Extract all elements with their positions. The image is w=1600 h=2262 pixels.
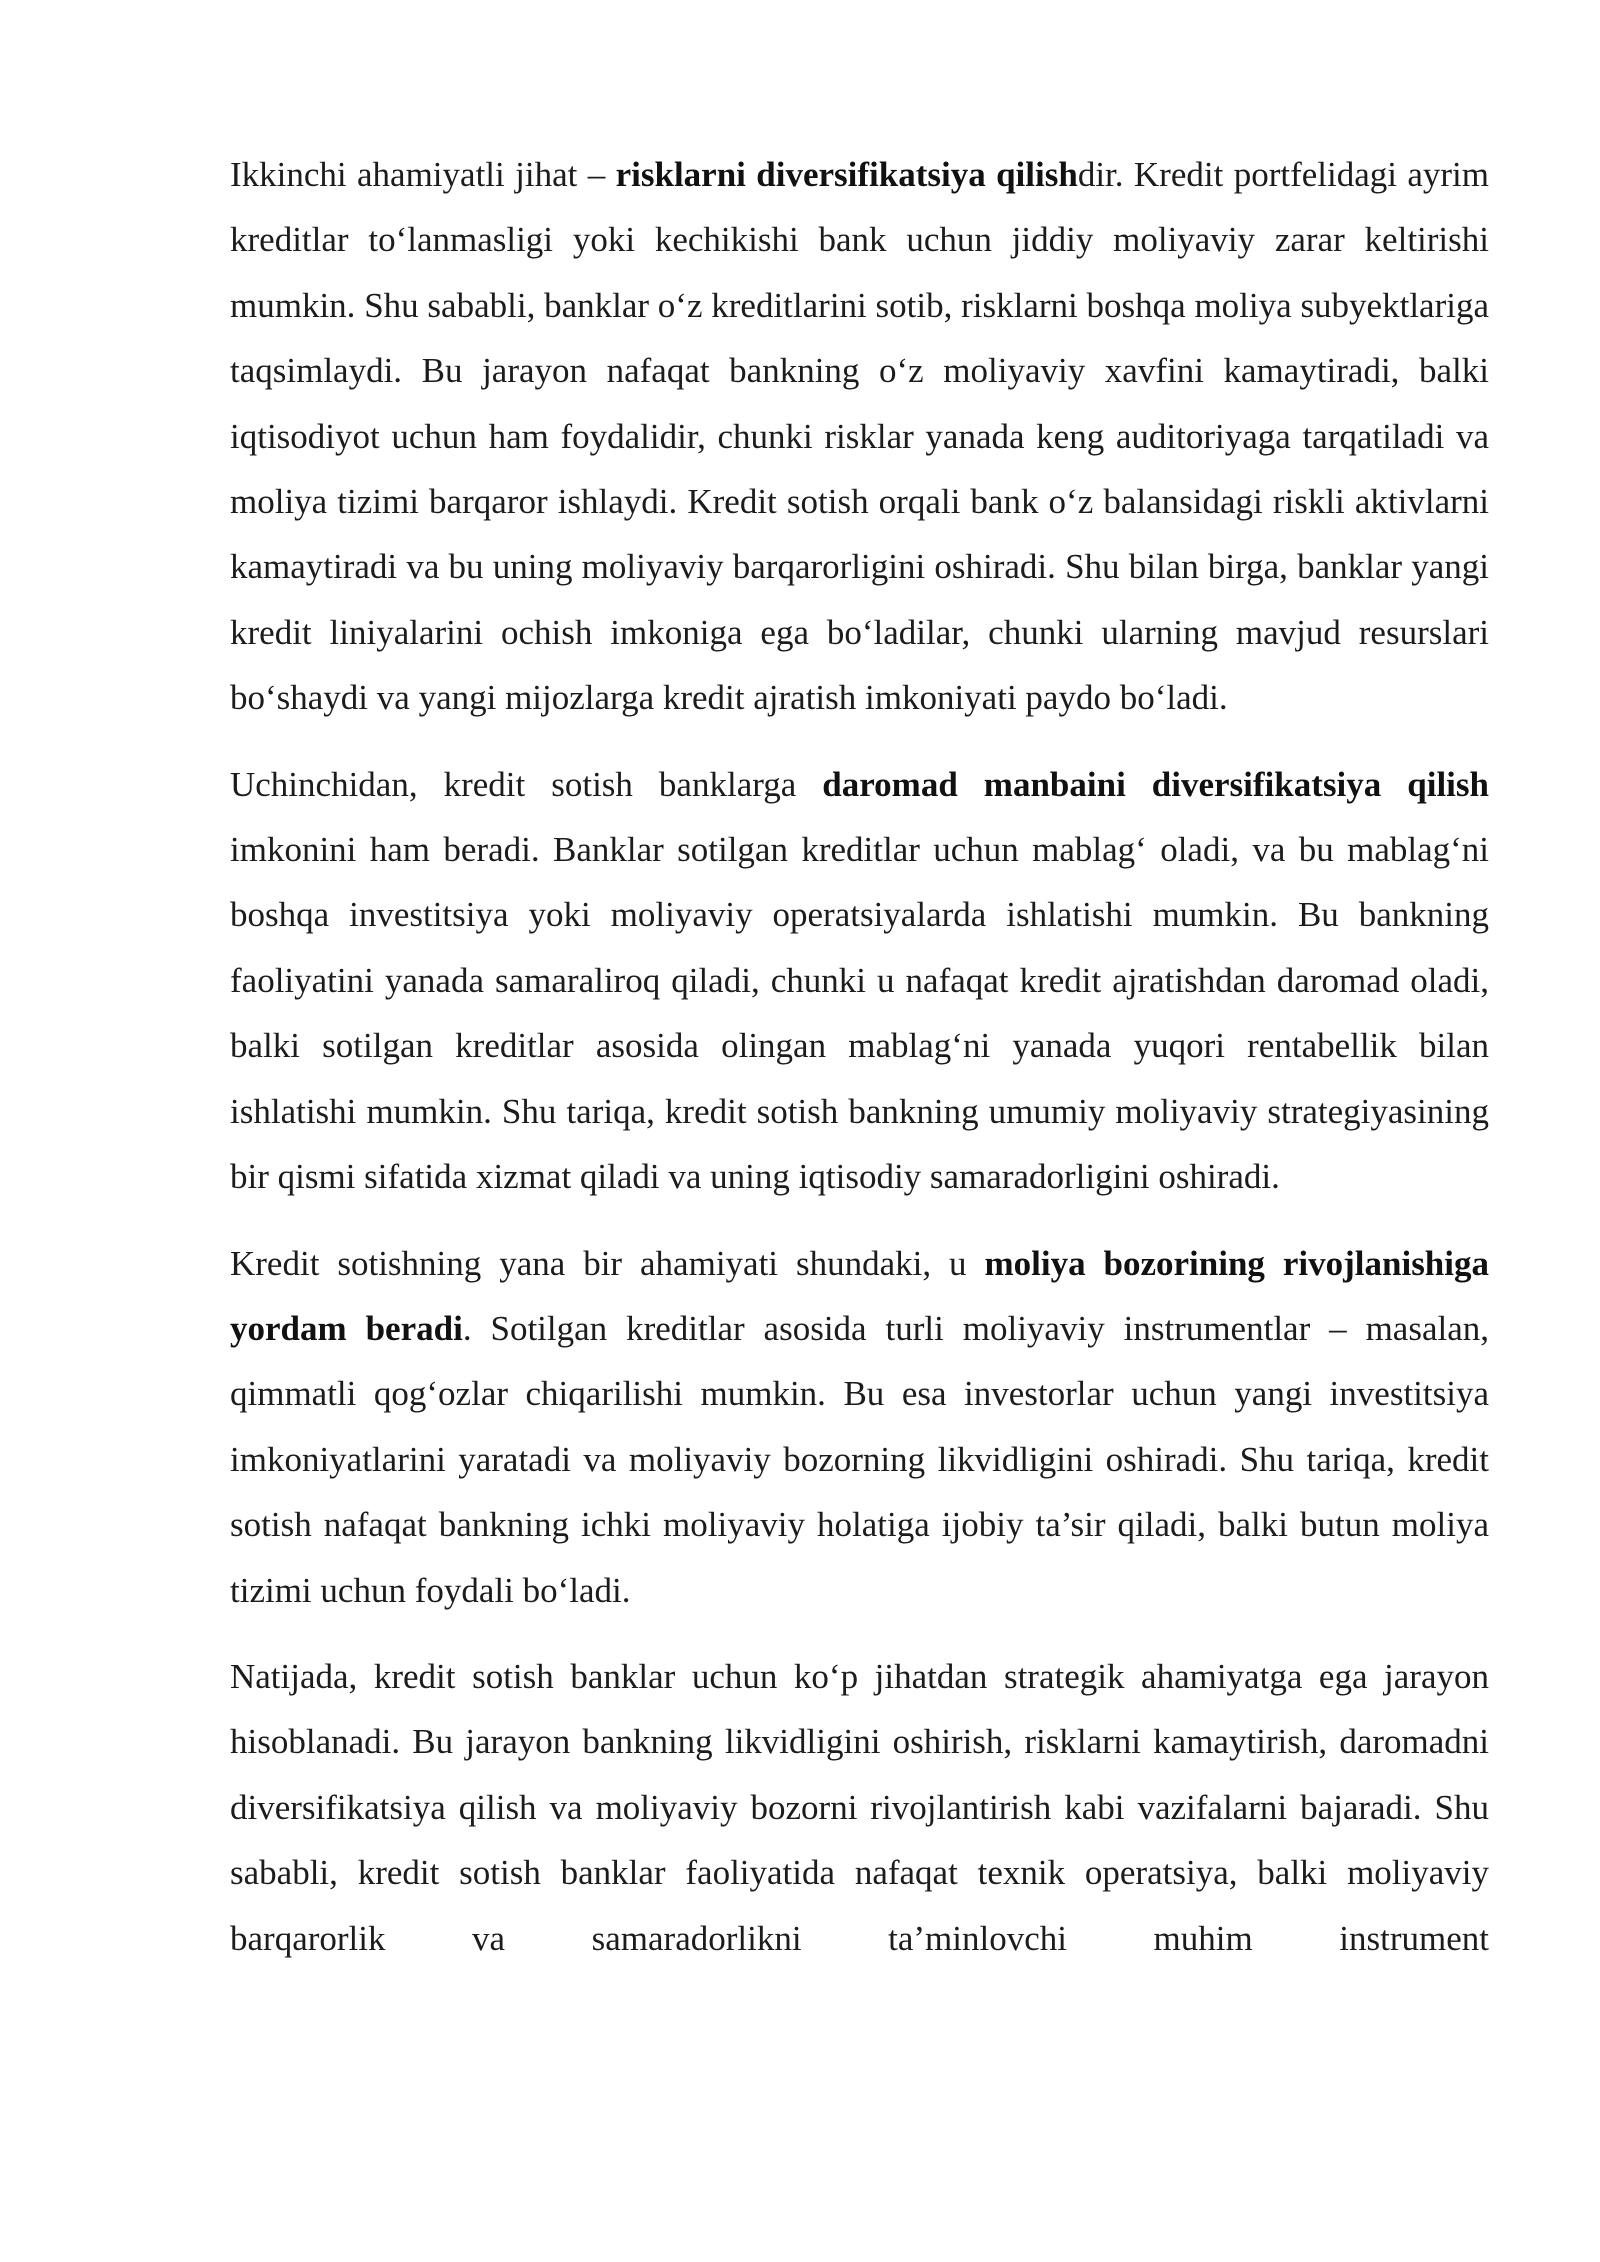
bold-phrase: moliya bozorining rivojlanishiga yordam beradi xyxy=(230,1243,1489,1348)
bold-phrase: daromad manbaini diversifikatsiya qilish xyxy=(822,764,1489,804)
paragraph-text: imkonini ham beradi. Banklar sotilgan kreditlar uchun mablag‘ oladi, va bu mablag‘ni boshqa investitsiya yoki moliyaviy operatsiyalarda ishlatishi mumkin. Bu bankning faoliyatini yanada samaraliroq qiladi, chunki u nafaqat kredit ajratishdan daromad oladi, balki sotilgan kreditlar asosida olingan mablag‘ni yanada yuqori rentabellik bilan ishlatishi mumkin. Shu tariqa, kredit sotish bankning umumiy moliyaviy strategiyasining bir qismi sifatida xizmat qiladi va uning iqtisodiy samaradorligini oshiradi. xyxy=(230,830,1489,1197)
paragraph-risk-diversification xyxy=(230,142,1489,731)
paragraph-text: Natijada, kredit sotish banklar uchun ko‘p jihatdan strategik ahamiyatga ega jarayon hisoblanadi. Bu jarayon bankning likvidligini oshirish, risklarni kamaytirish, daromadni diversifikatsiya qilish va moliyaviy bozorni rivojlantirish kabi vazifalarni bajaradi. Shu sababli, kredit sotish banklar faoliyatida nafaqat texnik operatsiya, balki moliyaviy barqarorlik va samaradorlikni ta’minlovchi muhim instrument xyxy=(230,1656,1489,1958)
bold-phrase: risklarni diversifikatsiya qilish xyxy=(615,155,1078,194)
paragraph-text: Uchinchidan, kredit sotish banklarga xyxy=(230,764,823,804)
document-page xyxy=(230,142,1489,1992)
paragraph-text: dir. Kredit portfelidagi ayrim kreditlar to‘lanmasligi yoki kechikishi bank uchun jiddiy moliyaviy zarar keltirishi mumkin. Shu sababli, banklar o‘z kreditlarini sotib, risklarni boshqa moliya subyektlariga taqsimlaydi. Bu jarayon nafaqat bankning o‘z moliyaviy xavfini kamaytiradi, balki iqtisodiyot uchun ham foydalidir, chunki risklar yanada keng auditoriyaga tarqatiladi va moliya tizimi barqaror ishlaydi. Kredit sotish orqali bank o‘z balansidagi riskli aktivlarni kamaytiradi va bu uning moliyaviy barqarorligini oshiradi. Shu bilan birga, banklar yangi kredit liniyalarini ochish imkoniga ega bo‘ladilar, chunki ularning mavjud resurslari bo‘shaydi va yangi mijozlarga kredit ajratish imkoniyati paydo bo‘ladi. xyxy=(230,155,1489,718)
paragraph-income-diversification xyxy=(230,752,1489,1210)
paragraph-text: Kredit sotishning yana bir ahamiyati shundaki, u xyxy=(230,1243,985,1283)
paragraph-text: . Sotilgan kreditlar asosida turli moliyaviy instrumentlar – masalan, qimmatli qog‘ozlar chiqarilishi mumkin. Bu esa investorlar uchun yangi investitsiya imkoniyatlarini yaratadi va moliyaviy bozorning likvidligini oshiradi. Shu tariqa, kredit sotish nafaqat bankning ichki moliyaviy holatiga ijobiy ta’sir qiladi, balki butun moliya tizimi uchun foydali bo‘ladi. xyxy=(230,1308,1489,1610)
paragraph-text: Ikkinchi ahamiyatli jihat – xyxy=(230,155,616,194)
paragraph-conclusion xyxy=(230,1644,1489,1971)
paragraph-market-development xyxy=(230,1231,1489,1623)
